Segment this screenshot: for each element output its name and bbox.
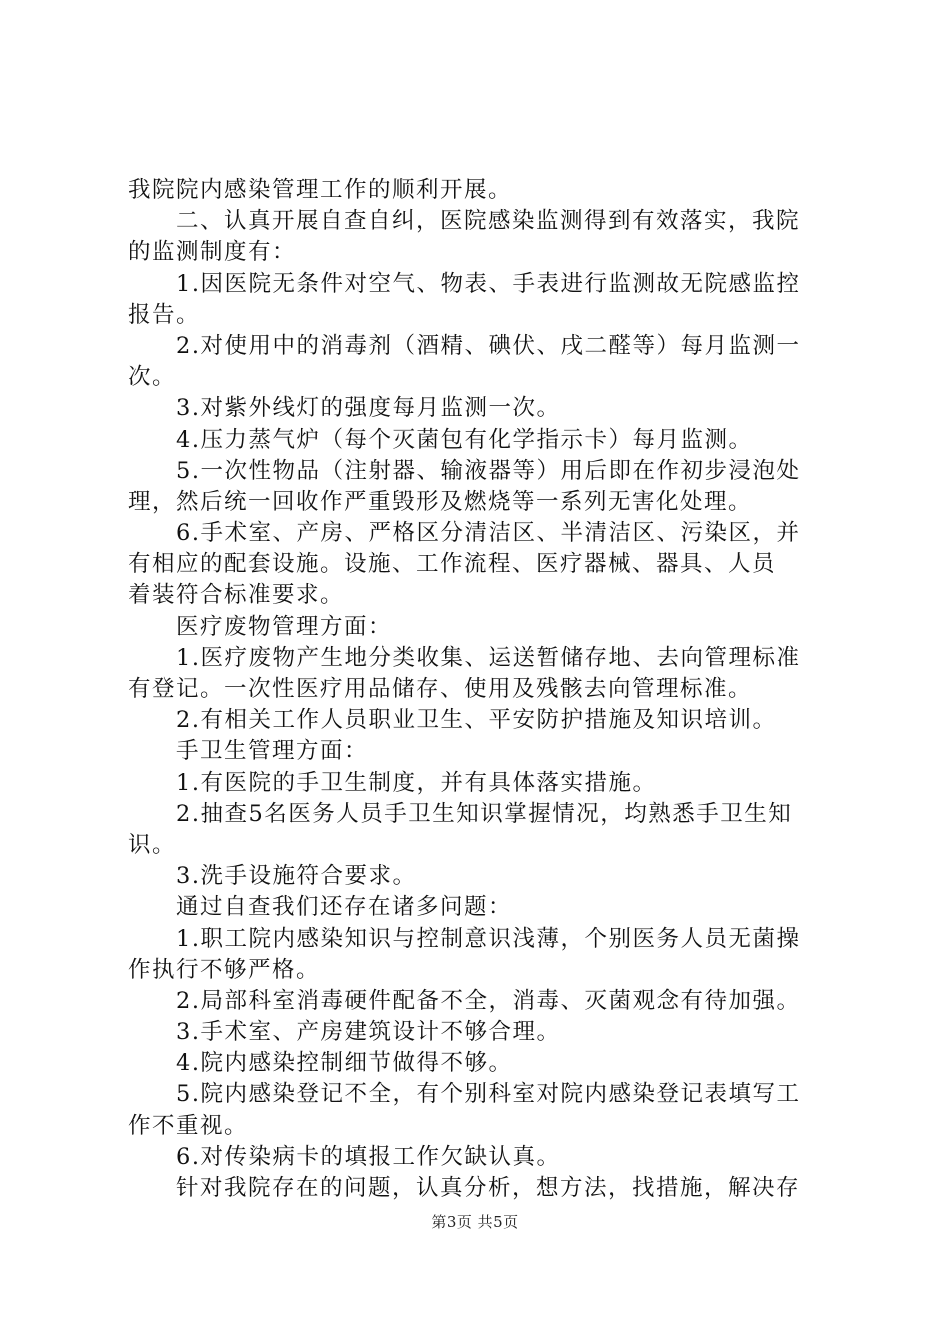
text-line: 4.压力蒸气炉（每个灭菌包有化学指示卡）每月监测。 bbox=[176, 426, 753, 453]
text-line: 1.因医院无条件对空气、物表、手表进行监测故无院感监控 bbox=[176, 270, 801, 297]
text-line: 2.有相关工作人员职业卫生、平安防护措施及知识培训。 bbox=[176, 707, 777, 734]
text-line: 5.一次性物品（注射器、输液器等）用后即在作初步浸泡处 bbox=[176, 457, 801, 484]
text-line: 识。 bbox=[128, 831, 177, 858]
section-heading: 通过自查我们还存在诸多问题： bbox=[176, 894, 513, 921]
text-line: 3.手术室、产房建筑设计不够合理。 bbox=[176, 1019, 561, 1046]
text-line: 4.院内感染控制细节做得不够。 bbox=[176, 1050, 513, 1077]
text-line: 二、认真开展自查自纠，医院感染监测得到有效落实，我院 bbox=[176, 208, 801, 235]
text-line: 6.对传染病卡的填报工作欠缺认真。 bbox=[176, 1143, 561, 1170]
text-line: 的监测制度有： bbox=[128, 239, 297, 266]
text-line: 3.对紫外线灯的强度每月监测一次。 bbox=[176, 395, 561, 422]
page-footer bbox=[0, 1211, 950, 1232]
text-line: 我院院内感染管理工作的顺利开展。 bbox=[128, 177, 513, 203]
text-line: 作执行不够严格。 bbox=[128, 956, 321, 983]
text-line: 6.手术室、产房、严格区分清洁区、半清洁区、污染区，并 bbox=[176, 520, 801, 547]
section-heading: 手卫生管理方面： bbox=[176, 738, 369, 765]
text-line: 着装符合标准要求。 bbox=[128, 582, 345, 609]
document-body bbox=[128, 175, 838, 1204]
text-line: 理，然后统一回收作严重毁形及燃烧等一系列无害化处理。 bbox=[128, 488, 753, 515]
text-line: 1.职工院内感染知识与控制意识浅薄，个别医务人员无菌操 bbox=[176, 925, 801, 952]
text-line: 2.局部科室消毒硬件配备不全，消毒、灭菌观念有待加强。 bbox=[176, 987, 801, 1014]
text-line: 1.有医院的手卫生制度，并有具体落实措施。 bbox=[176, 769, 657, 796]
text-line: 2.抽查5名医务人员手卫生知识掌握情况，均熟悉手卫生知 bbox=[176, 800, 793, 827]
text-line: 2.对使用中的消毒剂（酒精、碘伏、戌二醛等）每月监测一 bbox=[176, 332, 801, 359]
page-number: 第3页 共5页 bbox=[431, 1213, 519, 1231]
text-line: 3.洗手设施符合要求。 bbox=[176, 863, 417, 890]
section-heading: 医疗废物管理方面： bbox=[176, 613, 393, 640]
text-line: 1.医疗废物产生地分类收集、运送暂储存地、去向管理标准 bbox=[176, 644, 801, 671]
text-line: 作不重视。 bbox=[128, 1112, 249, 1139]
text-line: 5.院内感染登记不全，有个别科室对院内感染登记表填写工 bbox=[176, 1081, 801, 1108]
text-line: 报告。 bbox=[128, 301, 201, 328]
text-line: 次。 bbox=[128, 364, 177, 391]
text-line: 有相应的配套设施。设施、工作流程、医疗器械、器具、人员 bbox=[128, 551, 777, 578]
text-line: 有登记。一次性医疗用品储存、使用及残骸去向管理标准。 bbox=[128, 676, 753, 702]
text-line: 针对我院存在的问题，认真分析，想方法，找措施，解决存 bbox=[176, 1175, 801, 1201]
